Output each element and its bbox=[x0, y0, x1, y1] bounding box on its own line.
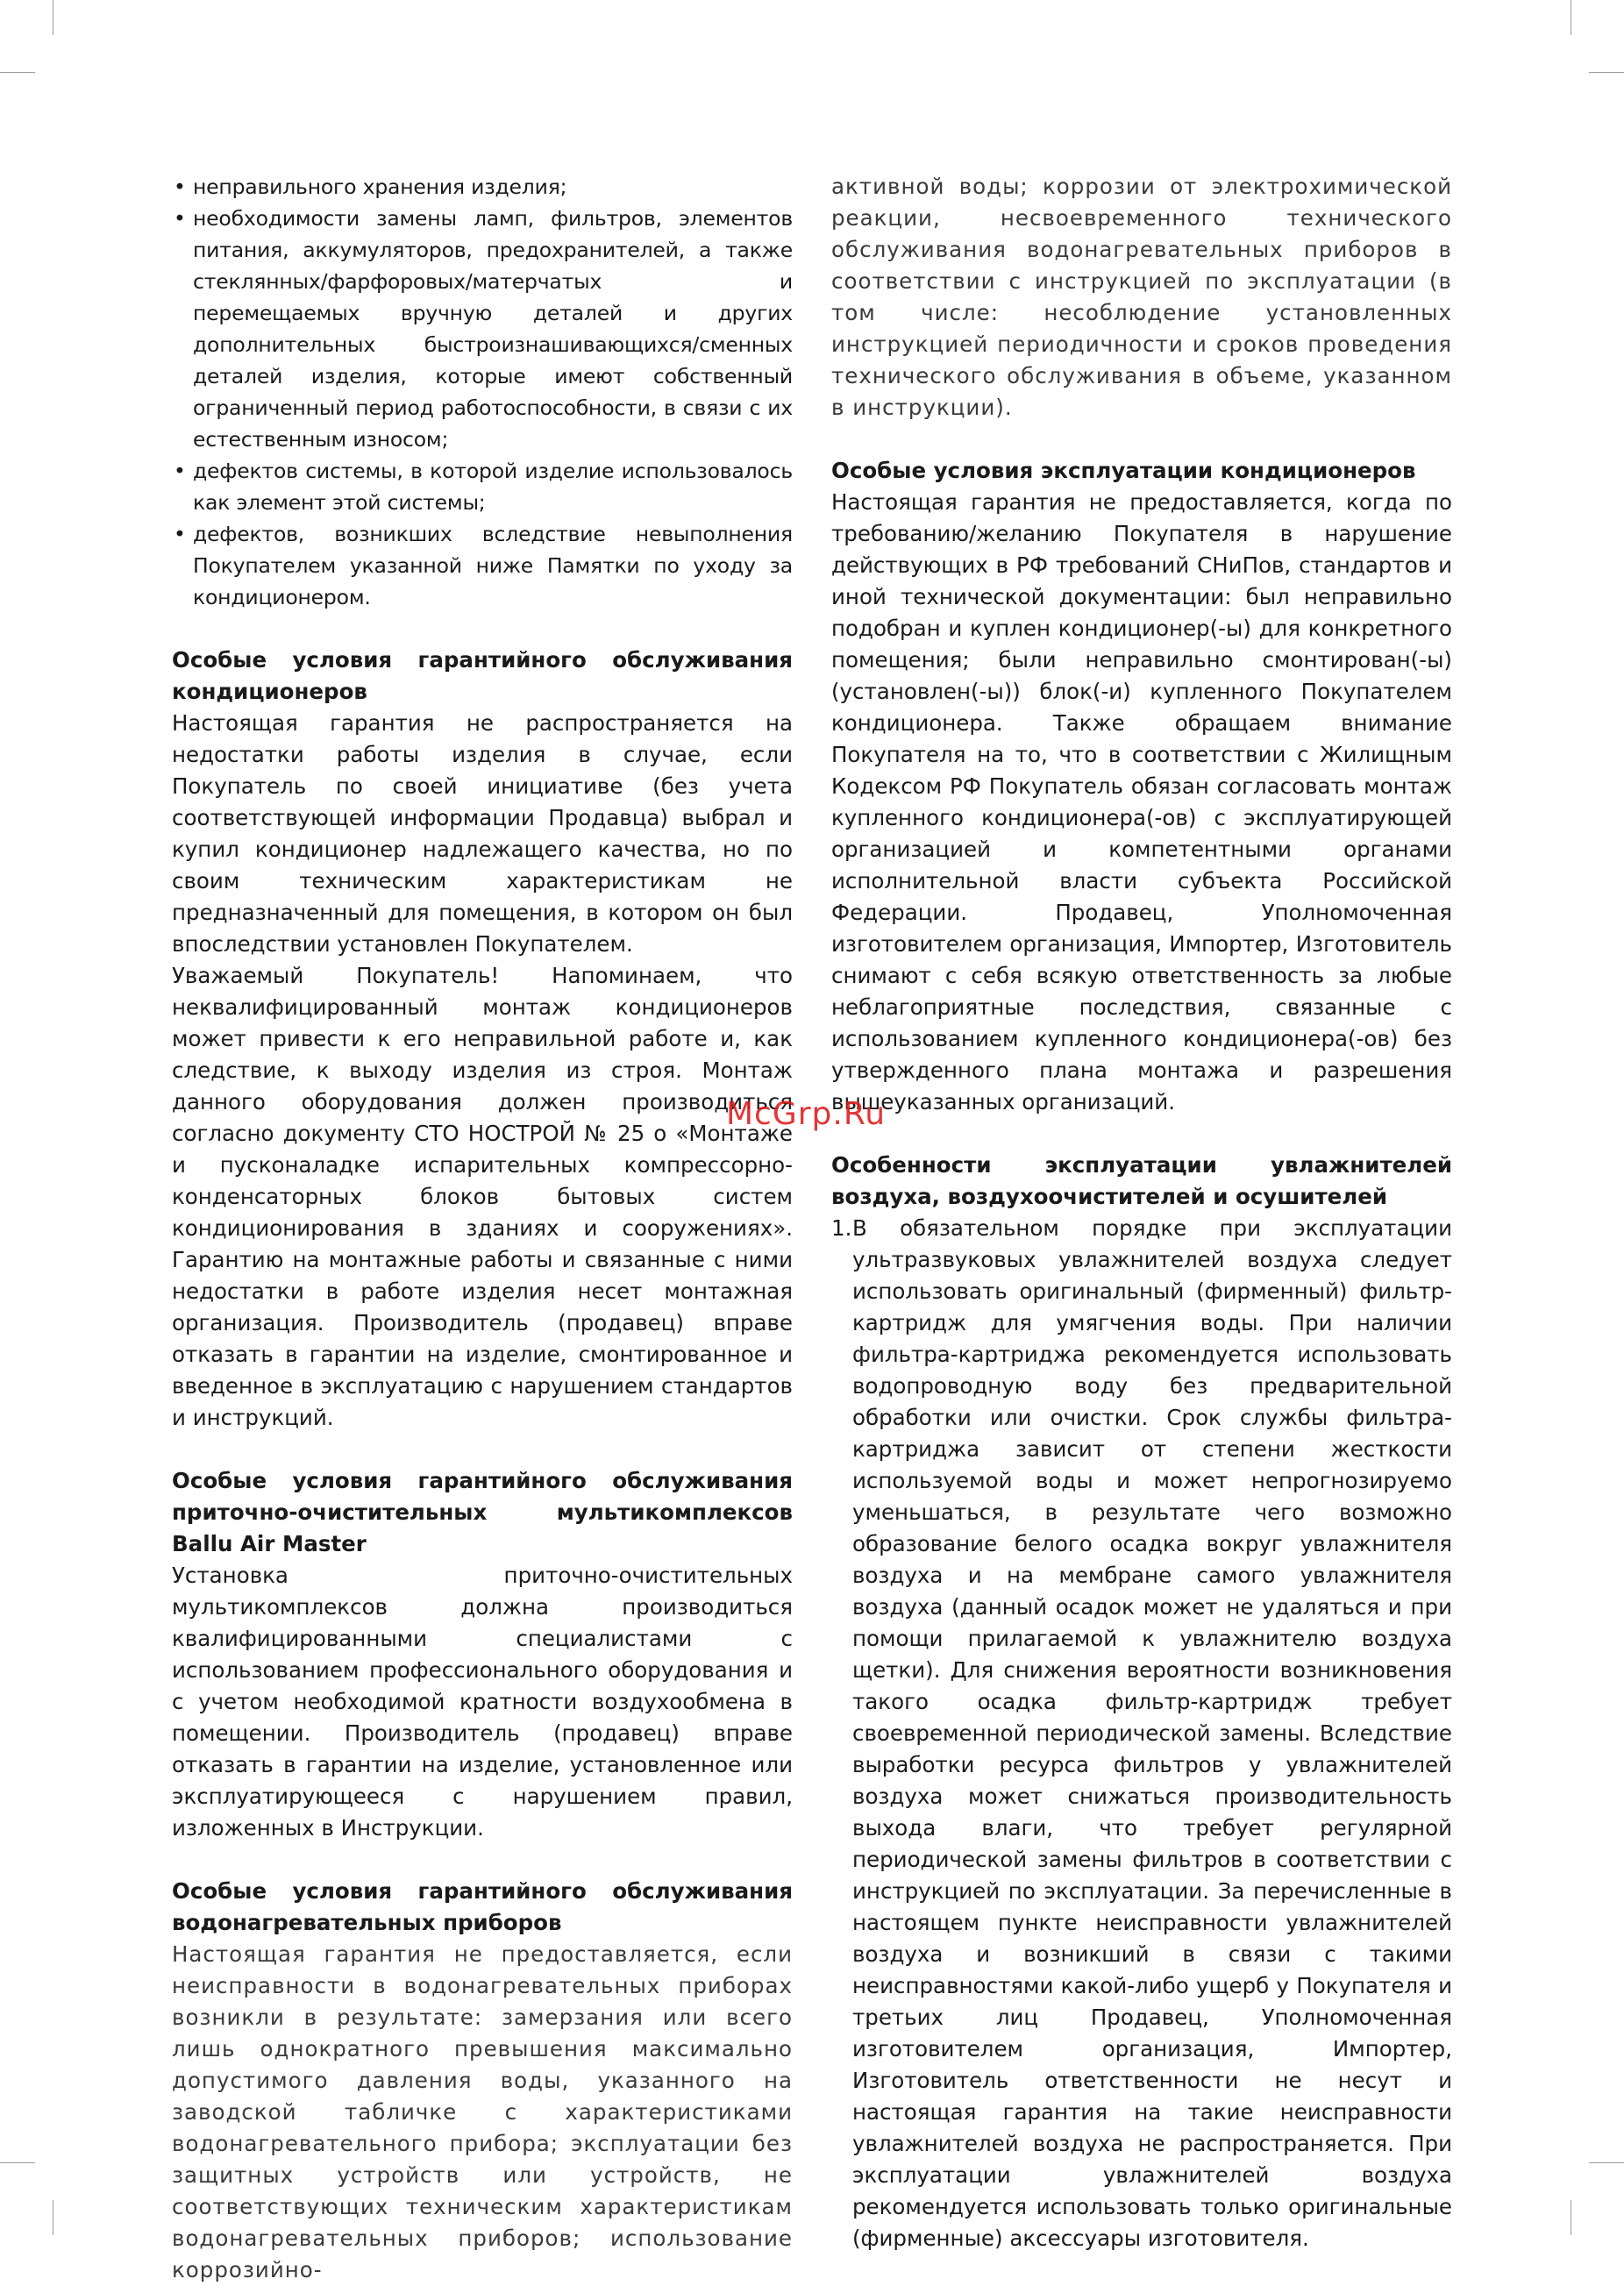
item-number: 1. bbox=[831, 1215, 852, 1241]
list-item: • дефектов, возникших вследствие невыполнения Покупателем указанной ниже Памятки по уходу за кондиционером. bbox=[172, 518, 793, 613]
watermark: McGrp.Ru bbox=[726, 1096, 887, 1132]
exclusions-list bbox=[172, 171, 793, 613]
section-heading: Особенности эксплуатации увлажнителей воздуха, воздухоочистителей и осушителей bbox=[831, 1152, 1452, 1209]
list-item: • дефектов системы, в которой изделие использовалось как элемент этой системы; bbox=[172, 455, 793, 518]
numbered-item bbox=[831, 1213, 1452, 2254]
paragraph: Настоящая гарантия не предоставляется, если неисправности в водонагревательных приборах возникли в результате: замерзания или всего лишь однократного превышения максимально допустимого давления воды, указанного на заводской табличке с характеристиками водонагревательного прибора; эксплуатации без защитных устройств или устройств, не соответствующих техническим характеристикам водонагревательных приборов; использование коррозийно- bbox=[172, 1941, 793, 2282]
section-heading: Особые условия гарантийного обслуживания приточно-очистительных мультикомплексов Ballu Air Master bbox=[172, 1468, 793, 1556]
crop-mark bbox=[1589, 2162, 1624, 2163]
left-column bbox=[172, 171, 793, 2286]
paragraph: Настоящая гарантия не распространяется на недостатки работы изделия в случае, если Покупатель по своей инициативе (без учета соответствующей информации Продавца) выбрал и купил кондиционер надлежащего качества, но по своим техническим характеристикам не предназначенный для помещения, в котором он был впоследствии установлен Покупателем. bbox=[172, 710, 793, 957]
crop-mark bbox=[1589, 72, 1624, 73]
section-heading: Особые условия гарантийного обслуживания кондиционеров bbox=[172, 647, 793, 704]
paragraph: Настоящая гарантия не предоставляется, когда по требованию/желанию Покупателя в нарушение действующих в РФ требований СНиПов, стандартов и иной технической документации: был неправильно подобран и куплен кондиционер(-ы) для конкретного помещения; были неправильно смонтирован(-ы) (установлен(-ы)) блок(-и) купленного Покупателем кондиционера. Также обращаем внимание Покупателя на то, что в соответствии с Жилищным Кодексом РФ Покупатель обязан согласовать монтаж купленного кондиционера(-ов) с эксплуатирующей организацией и компетентными органами исполнительной власти субъекта Российской Федерации. Продавец, Уполномоченная изготовителем организация, Импортер, Изготовитель снимают с себя всякую ответственность за любые неблагоприятные последствия, связанные с использованием купленного кондиционера(-ов) без утвержденного плана монтажа и разрешения вышеуказанных организаций. bbox=[831, 489, 1452, 1115]
paragraph: В обязательном порядке при эксплуатации ультразвуковых увлажнителей воздуха следует использовать оригинальный (фирменный) фильтр-картридж для умягчения воды. При наличии фильтра-картриджа рекомендуется использовать водопроводную воду без предварительной обработки или очистки. Срок службы фильтра-картриджа зависит от степени жесткости используемой воды и может непрогнозируемо уменьшаться, в результате чего возможно образование белого осадка вокруг увлажнителя воздуха и на мембране самого увлажнителя воздуха (данный осадок может не удаляться и при помощи прилагаемой к увлажнителю воздуха щетки). Для снижения вероятности возникновения такого осадка фильтр-картридж требует своевременной периодической замены. Вследствие выработки ресурса фильтров у увлажнителей воздуха может снижаться производительность выхода влаги, что требует регулярной периодической замены фильтров в соответствии с инструкцией по эксплуатации. За перечисленные в настоящем пункте неисправности увлажнителей воздуха и возникший в связи с такими неисправностями какой-либо ущерб у Покупателя и третьих лиц Продавец, Уполномоченная изготовителем организация, Импортер, Изготовитель ответственности не несут и настоящая гарантия на такие неисправности увлажнителей воздуха не распространяется. При эксплуатации увлажнителей воздуха рекомендуется использовать только оригинальные (фирменные) аксессуары изготовителя. bbox=[852, 1215, 1452, 2251]
list-item: • неправильного хранения изделия; bbox=[172, 171, 793, 203]
crop-mark bbox=[0, 72, 35, 73]
section-heading: Особые условия эксплуатации кондиционеров bbox=[831, 458, 1416, 483]
crop-mark bbox=[0, 2162, 35, 2163]
paragraph: Уважаемый Покупатель! Напоминаем, что неквалифицированный монтаж кондиционеров может привести к его неправильной работе и, как следствие, к выходу изделия из строя. Монтаж данного оборудования должен производиться согласно документу СТО НОСТРОЙ № 25 о «Монтаже и пусконаладке испарительных компрессорно-конденсаторных блоков бытовых систем кондиционирования в зданиях и сооружениях». Гарантию на монтажные работы и связанные с ними недостатки в работе изделия несет монтажная организация. Производитель (продавец) вправе отказать в гарантии на изделие, смонтированное и введенное в эксплуатацию с нарушением стандартов и инструкций. bbox=[172, 963, 793, 1430]
paragraph: Установка приточно-очистительных мультикомплексов должна производиться квалифицированными специалистами с использованием профессионального оборудования и с учетом необходимой кратности воздухообмена в помещении. Производитель (продавец) вправе отказать в гарантии на изделие, установленное или эксплуатирующееся с нарушением правил, изложенных в Инструкции. bbox=[172, 1563, 793, 1841]
list-item: • необходимости замены ламп, фильтров, элементов питания, аккумуляторов, предохранителей, а также стеклянных/фарфоровых/матерчатых и перемещаемых вручную деталей и других дополнительных быстроизнашивающихся/сменных деталей изделия, которые имеют собственный ограниченный период работоспособности, в связи с их естественным износом; bbox=[172, 203, 793, 455]
section-heading: Особые условия гарантийного обслуживания водонагревательных приборов bbox=[172, 1878, 793, 1935]
right-column bbox=[831, 171, 1452, 2254]
paragraph: активной воды; коррозии от электрохимической реакции, несвоевременного технического обслуживания водонагревательных приборов в соответствии с инструкцией по эксплуатации (в том числе: несоблюдение установленных инструкцией периодичности и сроков проведения технического обслуживания в объеме, указанном в инструкции). bbox=[831, 174, 1452, 420]
